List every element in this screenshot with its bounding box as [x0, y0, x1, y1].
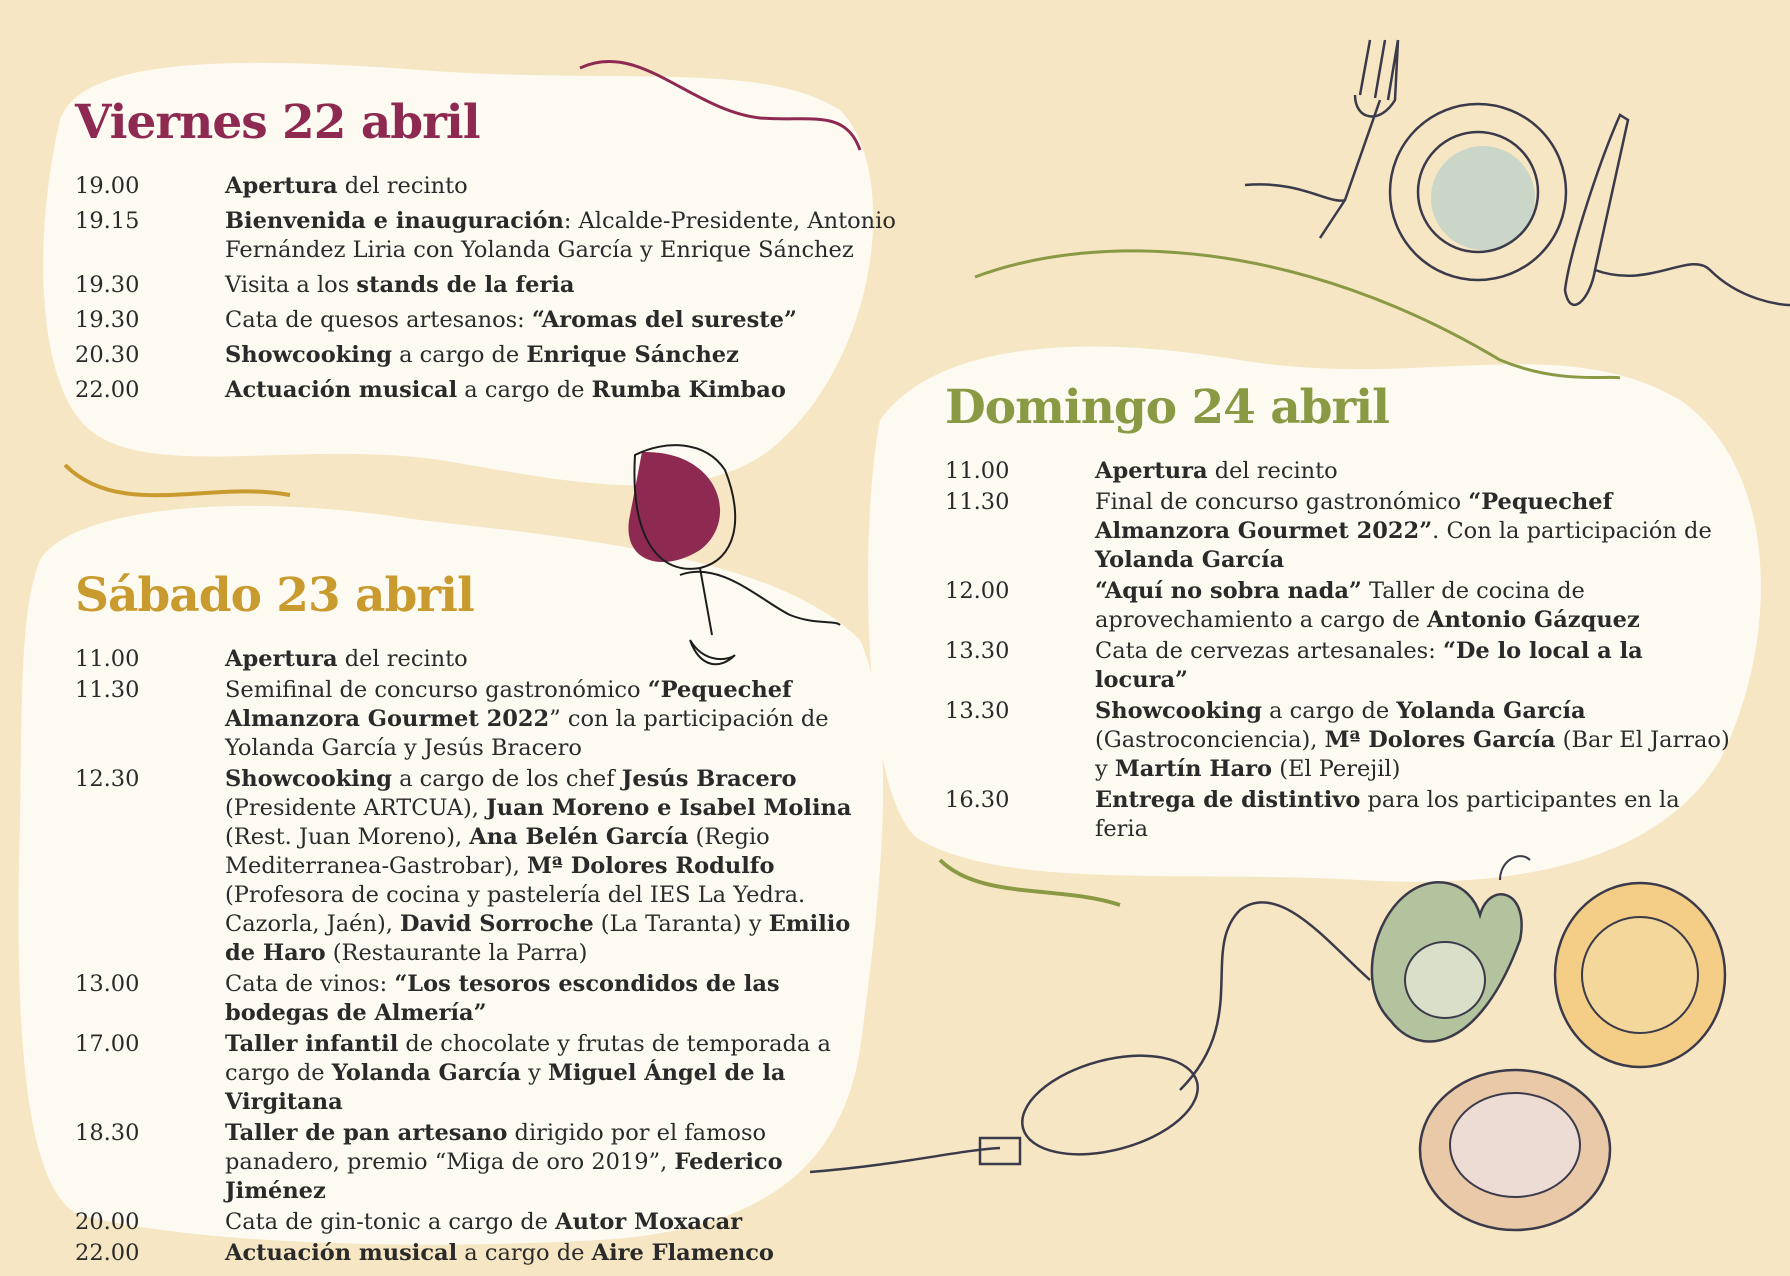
event-time: 19.30 — [75, 307, 140, 333]
event-time: 13.30 — [945, 698, 1010, 724]
event-description — [225, 172, 925, 201]
event-row — [75, 271, 875, 300]
event-text: (La Taranta) y — [593, 911, 769, 937]
event-highlight: stands de la feria — [356, 272, 575, 298]
event-row — [75, 1239, 875, 1268]
event-time: 13.00 — [75, 971, 140, 997]
event-time: 12.00 — [945, 578, 1010, 604]
event-text: dirigido por el famoso panadero, premio “Miga de oro 2019”, — [225, 1120, 767, 1175]
event-highlight: Yolanda García — [331, 1060, 521, 1086]
event-text: para los participantes en la feria — [1095, 787, 1680, 842]
event-text: Cata de gin-tonic a cargo de — [225, 1209, 556, 1235]
event-row — [945, 488, 1745, 575]
event-row — [75, 376, 875, 405]
event-text: (Profesora de cocina y pastelería del IES La Yedra. Cazorla, Jaén), — [225, 882, 806, 937]
event-highlight: Federico Jiménez — [225, 1149, 783, 1204]
event-list — [75, 645, 875, 1268]
domingo-swash-top — [975, 251, 1620, 378]
event-highlight: Mª Dolores García — [1324, 727, 1556, 753]
event-highlight: “Aquí no sobra nada” — [1095, 578, 1362, 604]
event-text: Cata de quesos artesanos: — [225, 307, 532, 333]
event-highlight: Actuación musical — [225, 377, 458, 403]
event-highlight: Martín Haro — [1114, 756, 1273, 782]
event-text: (Rest. Juan Moreno), — [225, 824, 470, 850]
avocado-orange-icon — [1372, 856, 1725, 1230]
event-highlight: Antonio Gázquez — [1427, 607, 1640, 633]
event-row — [945, 457, 1745, 486]
event-description — [225, 970, 855, 1028]
event-row — [75, 645, 875, 674]
event-text: Taller de cocina de aprovechamiento a cargo de — [1095, 578, 1585, 633]
event-highlight: Apertura — [1095, 458, 1208, 484]
event-text: a cargo de los chef — [391, 766, 622, 792]
event-text: Cata de cervezas artesanales: — [1095, 638, 1443, 664]
event-text: (Gastroconciencia), — [1095, 727, 1325, 753]
event-description — [1095, 577, 1735, 635]
event-description — [225, 765, 855, 968]
event-description — [1095, 697, 1735, 784]
event-highlight: Showcooking — [225, 342, 392, 368]
day-title: Sábado 23 abril — [75, 568, 474, 623]
event-highlight: Yolanda García — [1095, 547, 1285, 573]
event-highlight: Showcooking — [1095, 698, 1262, 724]
event-highlight: Actuación musical — [225, 1240, 458, 1266]
event-text: Visita a los — [225, 272, 357, 298]
event-highlight: Emilio de Haro — [225, 911, 851, 966]
event-highlight: Miguel Ángel de la Virgitana — [225, 1060, 786, 1115]
event-description — [1095, 457, 1735, 486]
event-row — [945, 577, 1745, 635]
event-row — [75, 765, 875, 968]
event-highlight: Apertura — [225, 173, 338, 199]
day-section-domingo — [945, 380, 1745, 846]
event-time: 22.00 — [75, 377, 140, 403]
event-text: a cargo de — [1261, 698, 1397, 724]
event-highlight: Enrique Sánchez — [526, 342, 739, 368]
event-highlight: “Pequechef Almanzora Gourmet 2022” — [1095, 489, 1613, 544]
event-description — [225, 271, 925, 300]
event-highlight: “De lo local a la locura” — [1095, 638, 1643, 693]
event-time: 12.30 — [75, 766, 140, 792]
event-list — [75, 172, 896, 405]
event-text: ” con la participación de Yolanda García y Jesús Bracero — [225, 706, 829, 761]
sabado-swash — [65, 465, 290, 495]
event-description — [1095, 786, 1735, 844]
event-description — [1095, 488, 1735, 575]
event-highlight: Jesús Bracero — [621, 766, 797, 792]
event-row — [75, 207, 896, 265]
event-highlight: Entrega de distintivo — [1095, 787, 1361, 813]
event-description — [1095, 637, 1735, 695]
event-highlight: Apertura — [225, 646, 338, 672]
event-time: 22.00 — [75, 1240, 140, 1266]
event-text: y — [520, 1060, 548, 1086]
day-section-sabado — [75, 568, 875, 1270]
event-description — [225, 645, 855, 674]
event-highlight: Aire Flamenco — [591, 1240, 774, 1266]
event-time: 20.00 — [75, 1209, 140, 1235]
event-time: 19.30 — [75, 272, 140, 298]
event-row — [75, 1119, 875, 1206]
event-highlight: Mª Dolores Rodulfo — [527, 853, 775, 879]
event-highlight: “Aromas del sureste” — [531, 307, 797, 333]
event-text: del recinto — [337, 173, 468, 199]
event-description — [225, 1119, 855, 1206]
event-highlight: Bienvenida e inauguración — [225, 208, 564, 234]
event-time: 16.30 — [945, 787, 1010, 813]
event-time: 19.15 — [75, 208, 140, 234]
event-row — [75, 172, 875, 201]
event-time: 18.30 — [75, 1120, 140, 1146]
day-title: Viernes 22 abril — [75, 95, 480, 150]
event-row — [75, 341, 875, 370]
event-description — [225, 1030, 855, 1117]
event-text: a cargo de — [391, 342, 527, 368]
fork-knife-plate-icon — [1245, 40, 1790, 305]
day-title: Domingo 24 abril — [945, 380, 1389, 435]
event-time: 20.30 — [75, 342, 140, 368]
event-text: del recinto — [1207, 458, 1338, 484]
event-highlight: Autor Moxacar — [555, 1209, 743, 1235]
event-time: 17.00 — [75, 1031, 140, 1057]
event-description — [225, 207, 925, 265]
event-text: (Restaurante la Parra) — [325, 940, 588, 966]
event-text: de chocolate y frutas de temporada a cargo de — [225, 1031, 831, 1086]
event-highlight: “Pequechef Almanzora Gourmet 2022 — [225, 677, 792, 732]
event-highlight: Taller de pan artesano — [225, 1120, 508, 1146]
event-highlight: Rumba Kimbao — [591, 377, 786, 403]
event-text: (Presidente ARTCUA), — [225, 795, 487, 821]
event-highlight: Showcooking — [225, 766, 392, 792]
event-text: . Con la participación de — [1432, 518, 1712, 544]
event-description — [225, 376, 925, 405]
event-row — [75, 1208, 875, 1237]
event-text: Semifinal de concurso gastronómico — [225, 677, 648, 703]
event-row — [75, 970, 875, 1028]
event-row — [945, 697, 1745, 784]
event-text: Cata de vinos: — [225, 971, 395, 997]
event-row — [945, 786, 1745, 844]
event-time: 11.30 — [945, 489, 1010, 515]
event-list — [945, 457, 1745, 844]
day-section-viernes — [75, 95, 896, 411]
event-highlight: Yolanda García — [1396, 698, 1586, 724]
event-time: 11.30 — [75, 677, 140, 703]
event-row — [75, 676, 875, 763]
frying-pan-icon — [810, 902, 1370, 1172]
event-description — [225, 306, 925, 335]
event-text: a cargo de — [457, 377, 592, 403]
event-highlight: David Sorroche — [400, 911, 594, 937]
event-text: (Regio Mediterranea-Gastrobar), — [225, 824, 770, 879]
event-row — [945, 637, 1745, 695]
domingo-swash-bottom — [940, 860, 1120, 905]
event-text: a cargo de — [457, 1240, 592, 1266]
event-highlight: “Los tesoros escondidos de las bodegas de Almería” — [225, 971, 780, 1026]
event-row — [75, 306, 875, 335]
event-text: (Bar El Jarrao) y — [1095, 727, 1730, 782]
event-text: Final de concurso gastronómico — [1095, 489, 1469, 515]
event-description — [225, 1239, 855, 1268]
event-text: (El Perejil) — [1272, 756, 1401, 782]
event-time: 19.00 — [75, 173, 140, 199]
event-highlight: Taller infantil — [225, 1031, 399, 1057]
event-text: : Alcalde-Presidente, Antonio Fernández Liria con Yolanda García y Enrique Sánchez — [225, 208, 896, 263]
event-row — [75, 1030, 875, 1117]
event-time: 11.00 — [945, 458, 1010, 484]
event-time: 13.30 — [945, 638, 1010, 664]
event-description — [225, 1208, 855, 1237]
event-text: del recinto — [337, 646, 468, 672]
event-description — [225, 341, 925, 370]
event-highlight: Juan Moreno e Isabel Molina — [486, 795, 852, 821]
event-time: 11.00 — [75, 646, 140, 672]
event-highlight: Ana Belén García — [469, 824, 689, 850]
event-description — [225, 676, 855, 763]
